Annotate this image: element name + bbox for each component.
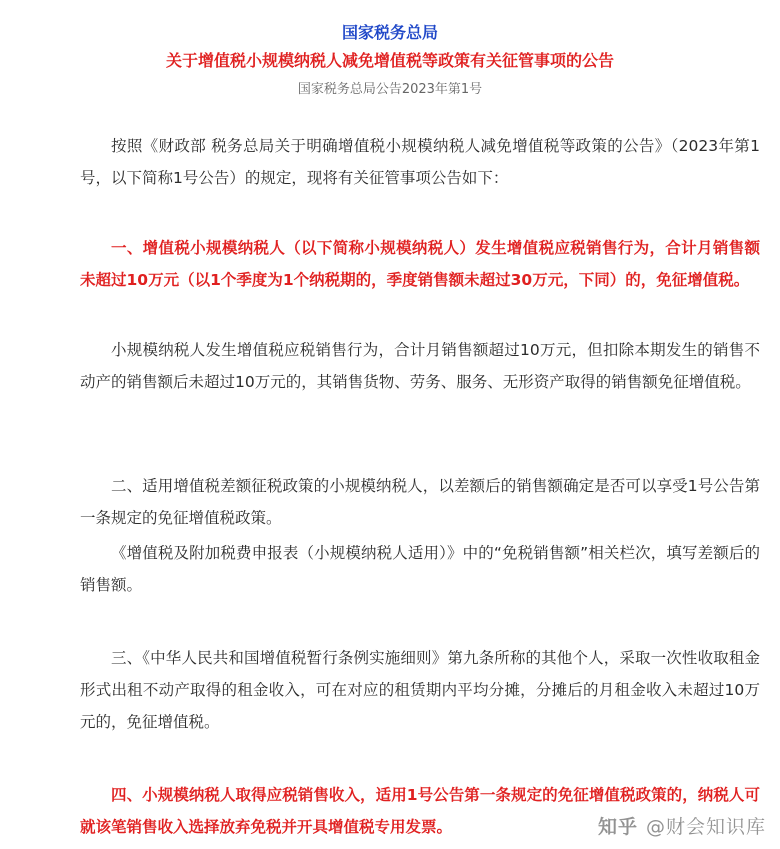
watermark [598, 812, 766, 839]
document-number: 国家税务总局公告2023年第1号 [297, 82, 483, 97]
watermark-site: 知乎 [597, 816, 638, 838]
section-2-paragraph: 二、适用增值税差额征税政策的小规模纳税人，以差额后的销售额确定是否可以享受1号公告第一条规定的免征增值税政策。 [80, 477, 760, 527]
section-1-paragraph: 小规模纳税人发生增值税应税销售行为，合计月销售额超过10万元，但扣除本期发生的销售不动产的销售额后未超过10万元的，其销售货物、劳务、服务、无形资产取得的销售额免征增值税。 [80, 341, 760, 391]
section-2-note: 《增值税及附加税费申报表（小规模纳税人适用）》中的“免税销售额”相关栏次，填写差额后的销售额。 [80, 544, 760, 594]
issuing-agency: 国家税务总局 [341, 23, 438, 42]
announcement-title: 关于增值税小规模纳税人减免增值税等政策有关征管事项的公告 [165, 51, 614, 70]
section-1-heading: 一、增值税小规模纳税人（以下简称小规模纳税人）发生增值税应税销售行为，合计月销售额未超过10万元（以1个季度为1个纳税期的，季度销售额未超过30万元，下同）的，免征增值税。 [80, 239, 760, 289]
section-3-paragraph: 三、《中华人民共和国增值税暂行条例实施细则》第九条所称的其他个人，采取一次性收取租金形式出租不动产取得的租金收入，可在对应的租赁期内平均分摊，分摊后的月租金收入未超过10万元的，免征增值税。 [80, 649, 760, 731]
section-4-heading: 四、小规模纳税人取得应税销售收入，适用1号公告第一条规定的免征增值税政策的，纳税人可就该笔销售收入选择放弃免税并开具增值税专用发票。 [80, 786, 760, 836]
watermark-account: @财会知识库 [645, 816, 766, 838]
intro-paragraph: 按照《财政部 税务总局关于明确增值税小规模纳税人减免增值税等政策的公告》（2023年第1号，以下简称1号公告）的规定，现将有关征管事项公告如下： [80, 137, 760, 187]
